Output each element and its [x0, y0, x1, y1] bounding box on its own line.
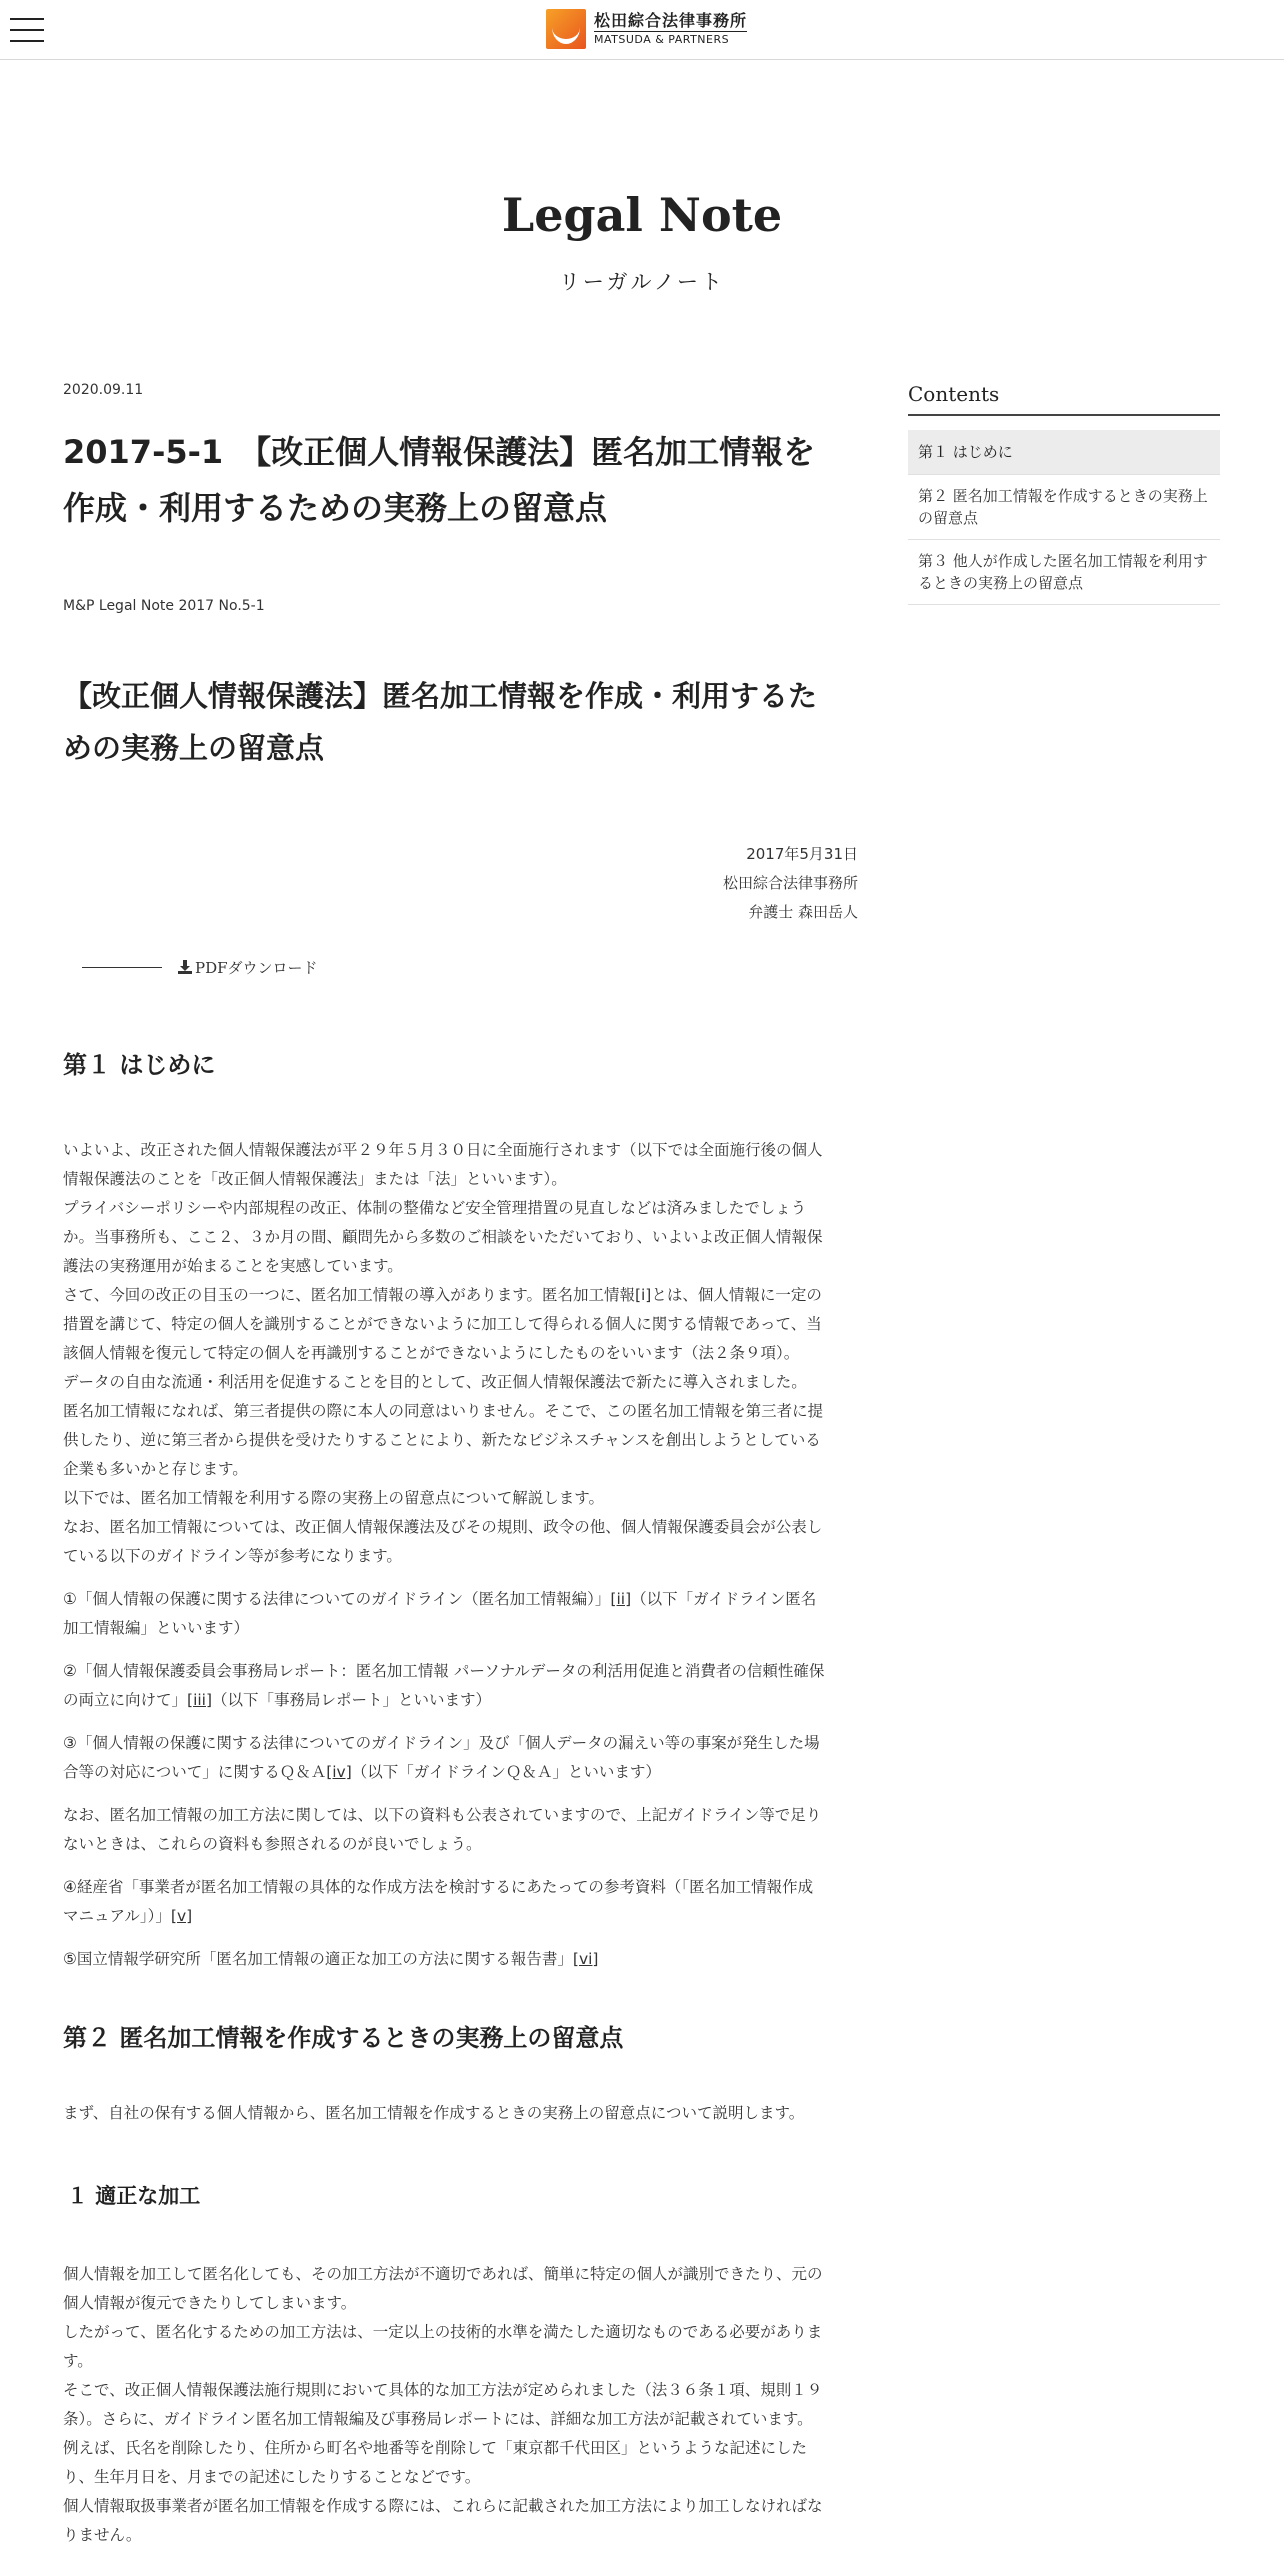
- body-line: りません。: [63, 2526, 142, 2544]
- body-line: ている以下のガイドライン等が参考になります。: [63, 1547, 402, 1565]
- note-text: ないときは、これらの資料も参照されるのが良いでしょう。: [63, 1835, 482, 1853]
- byline-date: 2017年5月31日: [746, 845, 858, 863]
- guideline-text: ①「個人情報の保護に関する法律についてのガイドライン（匿名加工情報編）」: [63, 1590, 611, 1608]
- subsection-heading-1: １ 適正な加工: [67, 2184, 201, 2208]
- guideline-text: ③「個人情報の保護に関する法律についてのガイドライン」及び「個人データの漏えい等の事案が発生した場: [63, 1734, 820, 1752]
- byline-firm: 松田綜合法律事務所: [722, 874, 858, 892]
- hamburger-bar: [10, 29, 44, 31]
- section1-body: [63, 1136, 858, 1571]
- body-line: 例えば、氏名を削除したり、住所から町名や地番等を削除して「東京都千代田区」というような記述にした: [63, 2439, 808, 2457]
- article-heading: [63, 670, 858, 774]
- toc-item-section1[interactable]: 第１ はじめに: [908, 430, 1220, 475]
- body-line: り、生年月日を、月までの記述にしたりすることなどです。: [63, 2468, 481, 2486]
- material-text: マニュアル」）」: [63, 1907, 171, 1925]
- pdf-download-label: PDFダウンロード: [195, 958, 318, 977]
- guideline-text: の両立に向けて」: [63, 1691, 188, 1709]
- body-line: したがって、匿名化するための加工方法は、一定以上の技術的水準を満たした適切なものである必要がありま: [63, 2323, 823, 2341]
- footnote-link[interactable]: [v]: [170, 1907, 193, 1925]
- section-heading-2: 第２ 匿名加工情報を作成するときの実務上の留意点: [63, 2024, 624, 2052]
- footnote-link[interactable]: [iii]: [187, 1691, 213, 1709]
- guideline-text: ②「個人情報保護委員会事務局レポート：匿名加工情報 パーソナルデータの利活用促進と消費者の信頼性確保: [63, 1662, 825, 1680]
- footnote-link[interactable]: [iv]: [326, 1763, 352, 1781]
- body-line: プライバシーポリシーや内部規程の改正、体制の整備など安全管理措置の見直しなどは済みましたでしょう: [63, 1199, 807, 1217]
- byline: [63, 840, 858, 927]
- pdf-download-row: [63, 952, 858, 982]
- toc-list: [908, 430, 1220, 605]
- guideline-item-2: [63, 1657, 858, 1715]
- logo-name-en: MATSUDA & PARTNERS: [594, 32, 730, 46]
- table-of-contents: [908, 382, 1220, 605]
- body-line: なお、匿名加工情報については、改正個人情報保護法及びその規則、政令の他、個人情報保護委員会が公表し: [63, 1518, 823, 1536]
- body-line: 個人情報を加工して匿名化しても、その加工方法が不適切であれば、簡単に特定の個人が識別できたり、元の: [63, 2265, 823, 2283]
- site-header: [0, 0, 1284, 60]
- body-line: 護法の実務運用が始まることを実感しています。: [63, 1257, 403, 1275]
- toc-title: Contents: [908, 382, 1220, 416]
- logo-text: [594, 11, 747, 48]
- article: [63, 382, 858, 2550]
- section2-intro: まず、自社の保有する個人情報から、匿名加工情報を作成するときの実務上の留意点について説明します。: [63, 2104, 805, 2122]
- hamburger-icon[interactable]: [10, 17, 44, 43]
- body-line: 措置を講じて、特定の個人を識別することができないように加工して得られる個人に関する情報であって、当: [63, 1315, 822, 1333]
- material-text: ⑤国立情報学研究所「匿名加工情報の適正な加工の方法に関する報告書」: [63, 1950, 573, 1968]
- material-item-4: [63, 1873, 858, 1931]
- legal-note-number: M&P Legal Note 2017 No.5-1: [63, 598, 265, 614]
- body-line: 供したり、逆に第三者から提供を受けたりすることにより、新たなビジネスチャンスを創出しようとしている: [63, 1431, 821, 1449]
- body-line: 個人情報が復元できたりしてしまいます。: [63, 2294, 357, 2312]
- guideline-item-1: [63, 1585, 858, 1643]
- hamburger-bar: [10, 18, 44, 20]
- post-title: [63, 424, 858, 536]
- divider-line: [82, 967, 162, 968]
- body-line: 匿名加工情報になれば、第三者提供の際に本人の同意はいりません。そこで、この匿名加工情報を第三者に提: [63, 1402, 824, 1420]
- guideline-text: （以下「ガイドラインＱ＆Ａ」といいます）: [351, 1763, 661, 1781]
- logo-mark-icon: [546, 9, 586, 49]
- byline-author: 弁護士 森田岳人: [748, 903, 858, 921]
- download-icon: [178, 960, 192, 974]
- guideline-text: （以下「事務局レポート」といいます）: [212, 1691, 492, 1709]
- toc-item-section2[interactable]: 第２ 匿名加工情報を作成するときの実務上の留意点: [908, 475, 1220, 540]
- toc-item-section3[interactable]: 第３ 他人が作成した匿名加工情報を利用するときの実務上の留意点: [908, 540, 1220, 605]
- body-line: 個人情報取扱事業者が匿名加工情報を作成する際には、これらに記載された加工方法により加工しなければな: [63, 2497, 823, 2515]
- page-subtitle: リーガルノート: [558, 270, 726, 294]
- note-text: なお、匿名加工情報の加工方法に関しては、以下の資料も公表されていますので、上記ガイドライン等で足り: [63, 1806, 822, 1824]
- pdf-download-link[interactable]: [178, 957, 318, 978]
- footnote-link[interactable]: [vi]: [572, 1950, 599, 1968]
- body-line: いよいよ、改正された個人情報保護法が平２９年５月３０日に全面施行されます（以下では全面施行後の個人: [63, 1141, 823, 1159]
- body-line: 企業も多いかと存じます。: [63, 1460, 248, 1478]
- page-title: Legal Note: [501, 188, 783, 242]
- body-line: か。当事務所も、ここ２、３か月の間、顧問先から多数のご相談をいただいており、いよいよ改正個人情報保: [63, 1228, 823, 1246]
- body-line: データの自由な流通・利活用を促進することを目的として、改正個人情報保護法で新たに導入されました。: [63, 1373, 807, 1391]
- guideline-text: 加工情報編」といいます）: [63, 1619, 250, 1637]
- footnote-link[interactable]: [ii]: [610, 1590, 632, 1608]
- post-date: 2020.09.11: [63, 382, 144, 398]
- body-line: 条）。さらに、ガイドライン匿名加工情報編及び事務局レポートには、詳細な加工方法が記載されています。: [63, 2410, 813, 2428]
- article-heading-line: めの実務上の留意点: [63, 731, 325, 765]
- logo-name-jp: 松田綜合法律事務所: [594, 10, 748, 30]
- materials-note: [63, 1801, 858, 1859]
- body-line: さて、今回の改正の目玉の一つに、匿名加工情報の導入があります。匿名加工情報[i]とは、個人情報に一定の: [63, 1286, 822, 1304]
- body-line: 該個人情報を復元して特定の個人を再識別することができないようにしたものをいいます（法２条９項）。: [63, 1344, 800, 1362]
- subsection1-body: [63, 2260, 858, 2550]
- post-title-line: 2017-5-1 【改正個人情報保護法】匿名加工情報を: [63, 433, 816, 471]
- body-line: す。: [63, 2352, 93, 2370]
- article-heading-line: 【改正個人情報保護法】匿名加工情報を作成・利用するた: [63, 679, 818, 713]
- material-item-5: [63, 1945, 858, 1974]
- post-title-line: 作成・利用するための実務上の留意点: [63, 489, 608, 527]
- site-logo[interactable]: [546, 8, 747, 50]
- guideline-text: （以下「ガイドライン匿名: [631, 1590, 817, 1608]
- material-text: ④経産省「事業者が匿名加工情報の具体的な作成方法を検討するにあたっての参考資料（「匿名加工情報作成: [63, 1878, 814, 1896]
- body-line: 以下では、匿名加工情報を利用する際の実務上の留意点について解説します。: [63, 1489, 604, 1507]
- guideline-text: 合等の対応について」に関するＱ＆Ａ: [63, 1763, 327, 1781]
- body-line: そこで、改正個人情報保護法施行規則において具体的な加工方法が定められました（法３６条１項、規則１９: [63, 2381, 823, 2399]
- section-heading-1: 第１ はじめに: [63, 1051, 216, 1079]
- hamburger-bar: [10, 40, 44, 42]
- guideline-item-3: [63, 1729, 858, 1787]
- body-line: 情報保護法のことを「改正個人情報保護法」または「法」といいます）。: [63, 1170, 567, 1188]
